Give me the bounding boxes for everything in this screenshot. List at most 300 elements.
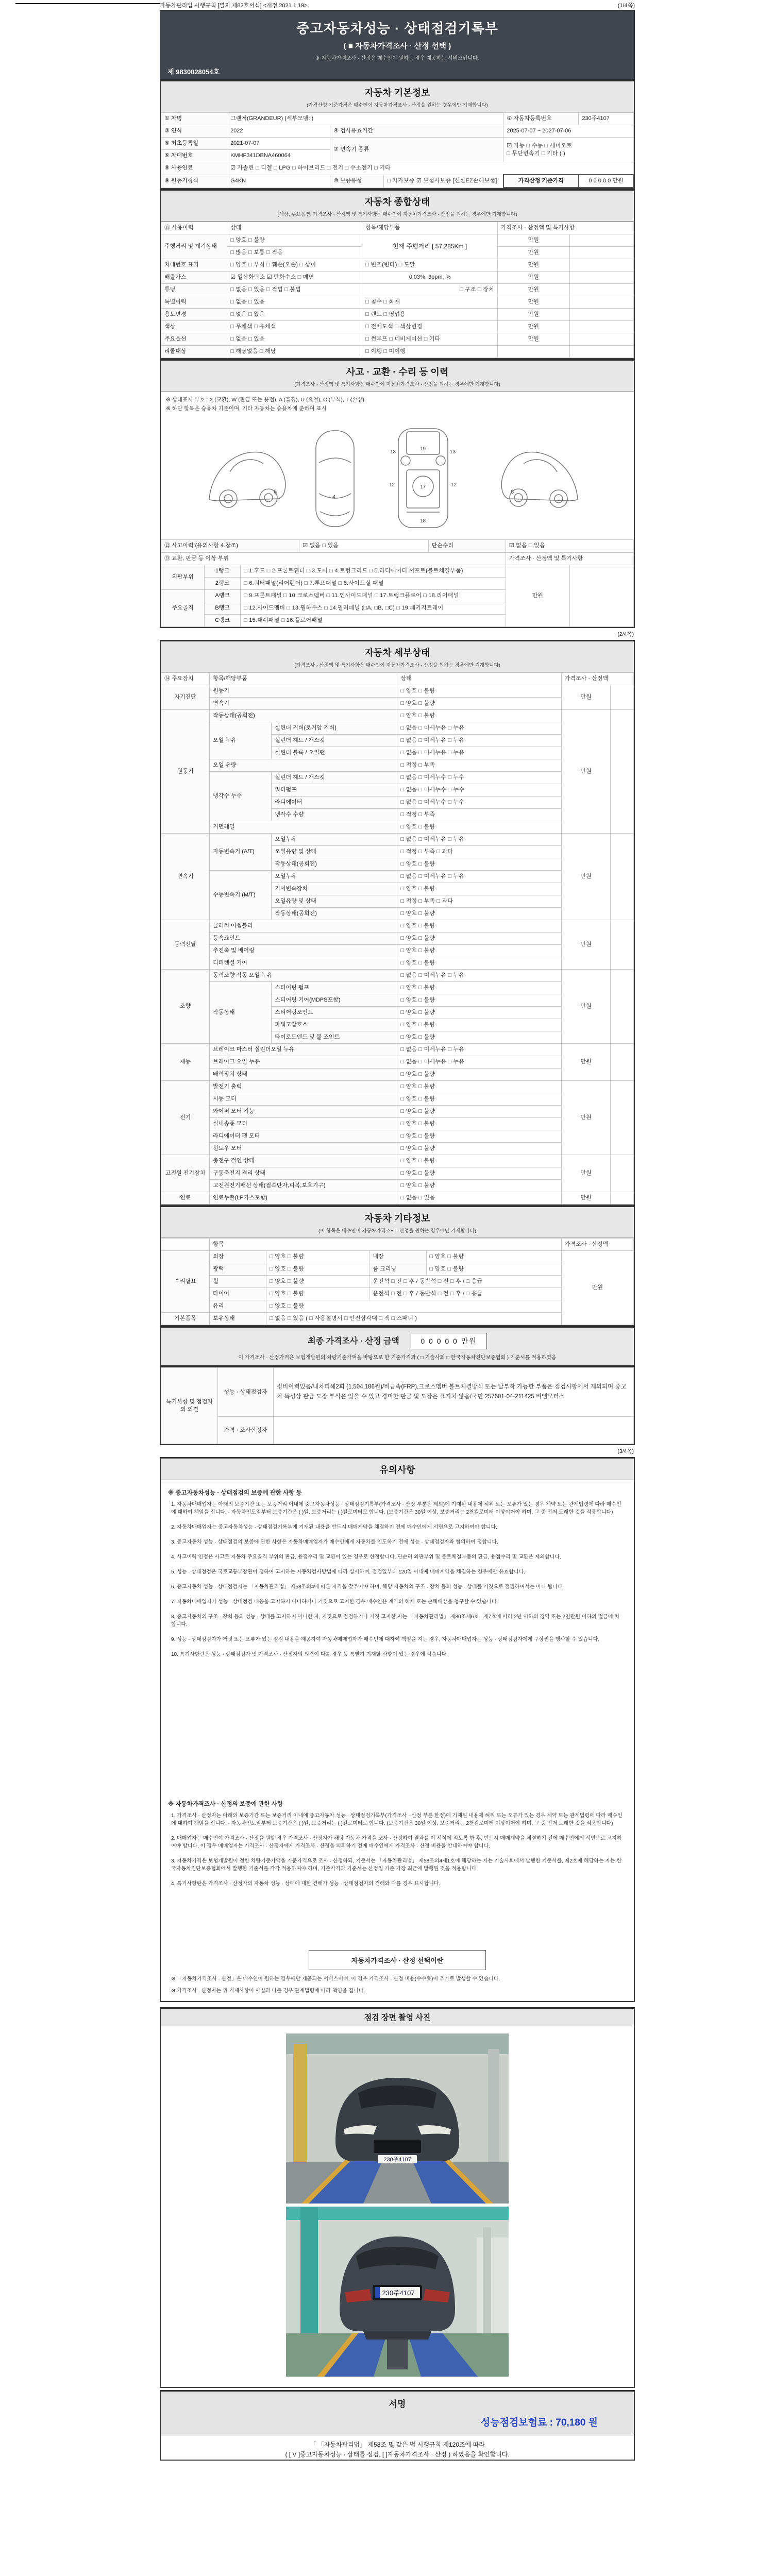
special-item: □ 침수 □ 화재 bbox=[362, 296, 497, 309]
detail-item-label: 라디에이터 bbox=[272, 796, 397, 809]
inspection-insurance-fee: 성능점검보험료 : 70,180 원 bbox=[480, 2417, 598, 2428]
room-cleaning-label: 룸 크리닝 bbox=[369, 1263, 426, 1276]
notice-box-note-1: ※ 「자동차가격조사 · 산정」은 매수인이 원하는 경우에만 제공되는 서비스이며, 이 경우 가격조사 · 산정 비용(수수료)이 추가로 발생할 수 있습니다. bbox=[171, 1976, 500, 1982]
detail-item-label: 오일유량 및 상태 bbox=[272, 895, 397, 908]
transmission-line1: ☑ 자동 □ 수동 □ 세미오토 bbox=[507, 142, 572, 149]
overall-col-price: 가격조사 · 산정액 및 특기사항 bbox=[497, 222, 633, 234]
accident-summary-table bbox=[161, 539, 634, 552]
simple-repair-label: 단순수리 bbox=[428, 540, 506, 552]
sub-group-label: 냉각수 누수 bbox=[210, 772, 272, 821]
main-frame-group: 주요골격 bbox=[161, 590, 205, 627]
usage-label: 용도변경 bbox=[161, 309, 227, 321]
detail-item-status: □ 양호 □ 불량 bbox=[397, 908, 561, 920]
notice-item: 8. 중고자동차의 구조 · 장치 등의 성능 · 상태를 고지하지 아니한 자, 거짓으로 점검하거나 거짓 고지한 자는 「자동차관리법」 제80조제6호 · 제7호에 따라 2년 이하의 징역 또는 2천만원 이하의 벌금에 처합니다. bbox=[171, 1614, 619, 1628]
vin-mark-label: 차대번호 표기 bbox=[161, 259, 227, 272]
etc-subtitle: (이 항목은 매수인이 자동차가격조사 · 산정을 원하는 경우에만 기재합니다) bbox=[318, 1228, 476, 1234]
row-vin-mark bbox=[161, 259, 634, 272]
room-cleaning-state: □ 양호 □ 불량 bbox=[426, 1263, 561, 1276]
emission-values: 0.03%, 3ppm, % bbox=[362, 272, 497, 284]
detail-item-label: 오일누유 bbox=[272, 871, 397, 883]
rank1-label: 1랭크 bbox=[205, 565, 241, 578]
detail-note bbox=[610, 1081, 633, 1155]
overall-col-state: 상태 bbox=[227, 222, 362, 234]
detail-row bbox=[161, 834, 634, 846]
emission-note bbox=[569, 272, 633, 284]
detail-item-status: □ 양호 □ 불량 bbox=[397, 1093, 561, 1106]
detail-note bbox=[610, 1192, 633, 1205]
detail-subtitle: (가격조사 · 산정액 및 특기사항은 매수인이 자동차가격조사 · 산정을 원하는 경우에만 기재합니다) bbox=[294, 663, 500, 668]
final-price-label: 최종 가격조사 · 산정 금액 bbox=[308, 1337, 399, 1346]
report-title: 중고자동차성능 · 상태점검기록부 bbox=[296, 21, 498, 36]
section-remarks bbox=[160, 1366, 635, 1445]
rank-c-items: □ 15.대쉬패널 □ 16.플로어패널 bbox=[241, 615, 506, 627]
detail-item-status: □ 양호 □ 불량 bbox=[397, 1143, 561, 1155]
detail-item-label: 스티어링조인트 bbox=[272, 1007, 397, 1019]
detail-item-label: 충전구 절연 상태 bbox=[210, 1155, 397, 1167]
detail-item-status: □ 양호 □ 불량 bbox=[397, 1081, 561, 1093]
detail-col-item: 항목/해당부품 bbox=[210, 673, 397, 685]
detail-item-label: 스티어링 펌프 bbox=[272, 982, 397, 994]
section-detail-state bbox=[160, 640, 635, 1206]
rank-b-items: □ 12.사이드멤버 □ 13.휠하우스 □ 14.필러패널 (□A, □B, □C) □ 19.패키지트레이 bbox=[241, 602, 506, 615]
engine-type-label: ⑨ 원동기형식 bbox=[161, 175, 227, 188]
options-label: 주요옵션 bbox=[161, 333, 227, 346]
final-price-value: 0 0 0 0 0 만원 bbox=[411, 1333, 486, 1349]
usage-item: □ 렌트 □ 영업용 bbox=[362, 309, 497, 321]
detail-item-status: □ 양호 □ 불량 bbox=[397, 1130, 561, 1143]
section-accident-history bbox=[160, 359, 635, 628]
detail-note bbox=[610, 1044, 633, 1081]
detail-row bbox=[161, 1081, 634, 1093]
section-photos bbox=[160, 2007, 635, 2388]
device-group-label: 연료 bbox=[161, 1192, 210, 1205]
accident-title: 사고 · 교환 · 수리 등 이력 bbox=[346, 367, 449, 377]
detail-item-label: 실내송풍 모터 bbox=[210, 1118, 397, 1130]
detail-item-status: □ 적정 □ 부족 bbox=[397, 759, 561, 772]
recall-item: □ 이행 □ 미이행 bbox=[362, 346, 497, 358]
section-notice bbox=[160, 1457, 635, 2002]
special-note bbox=[569, 296, 633, 309]
detail-item-label: 브레이크 마스터 실린더오일 누유 bbox=[210, 1044, 397, 1056]
detail-item-status: □ 양호 □ 불량 bbox=[397, 1069, 561, 1081]
etc-info-table bbox=[161, 1238, 634, 1325]
emission-label: 배출가스 bbox=[161, 272, 227, 284]
rank-c-label: C랭크 bbox=[205, 615, 241, 627]
detail-item-status: □ 양호 □ 불량 bbox=[397, 982, 561, 994]
detail-item-label: 실린더 커버(로커암 커버) bbox=[272, 722, 397, 735]
first-reg-label: ⑤ 최초등록일 bbox=[161, 138, 227, 150]
detail-item-status: □ 없음 □ 미세누유 □ 누유 bbox=[397, 735, 561, 747]
notice-item: 5. 성능 · 상태점검은 국토교통부장관이 정하여 고시하는 자동차검사방법에 따라 실시하며, 점검일부터 120일 이내에 매매계약을 체결하는 경우에만 유효합니다. bbox=[171, 1569, 525, 1575]
section-signature bbox=[160, 2390, 635, 2461]
usage-note bbox=[569, 309, 633, 321]
holding-state-value: □ 없음 □ 있음 ( □ 사용설명서 □ 안전삼각대 □ 잭 □ 스패너 ) bbox=[266, 1313, 562, 1325]
mileage-note-1 bbox=[569, 234, 633, 247]
overall-col-use: ⑪ 사용이력 bbox=[161, 222, 227, 234]
diagram-num-18: 18 bbox=[420, 518, 426, 524]
device-group-label: 동력전달 bbox=[161, 920, 210, 970]
appraiser-opinion bbox=[274, 1417, 634, 1444]
tuning-price: 만원 bbox=[497, 284, 569, 296]
overall-state-table bbox=[161, 222, 634, 358]
detail-item-label: 기어변속장치 bbox=[272, 883, 397, 895]
device-group-label: 원동기 bbox=[161, 710, 210, 834]
law-reference: 자동차관리법 시행규칙 [별지 제82호서식] <개정 2021.1.19> bbox=[160, 3, 308, 9]
panel-exchange-table bbox=[161, 552, 634, 627]
device-group-label: 변속기 bbox=[161, 834, 210, 920]
detail-item-status: □ 양호 □ 불량 bbox=[397, 821, 561, 834]
inspection-period-value: 2025-07-07 ~ 2027-07-06 bbox=[503, 125, 633, 138]
page-marker-3: (3/4쪽) bbox=[617, 1448, 634, 1454]
detail-item-status: □ 없음 □ 미세누수 □ 누수 bbox=[397, 772, 561, 784]
notice-head-1: ※ 중고자동차성능 · 상태점검의 보증에 관한 사항 등 bbox=[168, 1490, 302, 1496]
remarks-side-label: 특기사항 및 점검자의 의견 bbox=[161, 1368, 218, 1444]
top-rule bbox=[15, 3, 160, 4]
detail-item-status: □ 양호 □ 불량 bbox=[397, 920, 561, 933]
diagram-num-12b: 12 bbox=[451, 482, 457, 488]
detail-item-status: □ 양호 □ 불량 bbox=[397, 698, 561, 710]
rank1-items: □ 1.후드 □ 2.프론트휀더 □ 3.도어 □ 4.트렁크리드 □ 5.라디에이터 서포트(볼트체결부품) bbox=[241, 565, 506, 578]
detail-col-device: ⑭ 주요장치 bbox=[161, 673, 210, 685]
row-color bbox=[161, 321, 634, 333]
tire-state: □ 양호 □ 불량 bbox=[266, 1288, 369, 1300]
row-usage-change bbox=[161, 309, 634, 321]
detail-state-table bbox=[161, 672, 634, 1205]
appraiser-label: 가격 · 조사산정자 bbox=[218, 1417, 274, 1444]
detail-item-status: □ 양호 □ 불량 bbox=[397, 1155, 561, 1167]
detail-note bbox=[610, 970, 633, 1044]
accident-subtitle: (가격조사 · 산정액 및 특기사항은 매수인이 자동차가격조사 · 산정을 원하는 경우에만 기재합니다) bbox=[294, 382, 500, 387]
row-mileage bbox=[161, 234, 634, 247]
detail-item-label: 고전원전기배선 상태(접속단자,피복,보호기구) bbox=[210, 1180, 397, 1192]
device-group-label: 조향 bbox=[161, 970, 210, 1044]
vin-label: ⑥ 차대번호 bbox=[161, 150, 227, 162]
detail-item-label: 워터펌프 bbox=[272, 784, 397, 796]
etc-blank-header bbox=[161, 1239, 210, 1251]
diagram-num-13a: 13 bbox=[390, 449, 396, 455]
detail-item-label: 윈도우 모터 bbox=[210, 1143, 397, 1155]
vin-mark-note bbox=[569, 259, 633, 272]
notice-item: 4. 특기사항란은 가격조사 · 산정자의 자동차 성능 · 상태에 대한 견해가 성능 · 상태점검자의 견해와 다를 경우 표시합니다. bbox=[171, 1881, 441, 1887]
sub-group-label: 수동변속기 (M/T) bbox=[210, 871, 272, 920]
final-price-note: 이 가격조사 · 산정가격은 보험개발원의 차량기준가액을 바탕으로 한 기준가격과 ( □ 기술사회 □ 한국자동차진단보증협회 ) 기준서를 적용하였음 bbox=[238, 1355, 557, 1361]
rank-a-items: □ 9.프론트패널 □ 10.크로스멤버 □ 11.인사이드패널 □ 17.트렁크플로어 □ 18.리어패널 bbox=[241, 590, 506, 602]
detail-row bbox=[161, 1044, 634, 1056]
recall-note bbox=[569, 346, 633, 358]
interior-state: □ 양호 □ 불량 bbox=[426, 1251, 561, 1263]
rank-a-label: A랭크 bbox=[205, 590, 241, 602]
reg-no-label: ② 자동차등록번호 bbox=[503, 113, 579, 125]
special-price: 만원 bbox=[497, 296, 569, 309]
repair-row-1 bbox=[161, 1251, 634, 1263]
detail-item-status: □ 없음 □ 미세누유 □ 누유 bbox=[397, 1056, 561, 1069]
detail-col-state: 상태 bbox=[397, 673, 561, 685]
detail-item-label: 디퍼렌셜 기어 bbox=[210, 957, 397, 970]
detail-item-status: □ 적정 □ 부족 □ 과다 bbox=[397, 895, 561, 908]
sub-group-label: 자동변속기 (A/T) bbox=[210, 834, 272, 871]
wheel-state: □ 양호 □ 불량 bbox=[266, 1276, 369, 1288]
options-note bbox=[569, 333, 633, 346]
price-appraisal-info-box: 자동차가격조사 · 산정 선택이란 bbox=[309, 1950, 486, 1970]
color-price: 만원 bbox=[497, 321, 569, 333]
etc-col-price: 가격조사 · 산정액 bbox=[561, 1239, 633, 1251]
detail-item-label: 냉각수 수량 bbox=[272, 809, 397, 821]
detail-price: 만원 bbox=[561, 1192, 610, 1205]
color-label: 색상 bbox=[161, 321, 227, 333]
notice-title: 유의사항 bbox=[379, 1465, 415, 1475]
document-number: 제 9830028054호 bbox=[167, 68, 220, 76]
notice-item: 9. 성능 · 상태점검자가 거짓 또는 오류가 있는 점검 내용을 제공하여 자동차매매업자가 매수인에 대하여 책임을 지는 경우, 자동차매매업자는 성능 · 상태점검자에게 구상권을 행사할 수 있습니다. bbox=[171, 1637, 600, 1642]
detail-price: 만원 bbox=[561, 1081, 610, 1155]
sub-group-label: 작동상태 bbox=[210, 982, 272, 1044]
diagram-num-6-right: 6 bbox=[511, 489, 514, 495]
detail-item-status: □ 없음 □ 미세누유 □ 누유 bbox=[397, 871, 561, 883]
options-state: □ 없음 □ 있음 bbox=[227, 333, 362, 346]
vin-mark-item: □ 변조(변타) □ 도말 bbox=[362, 259, 497, 272]
detail-note bbox=[610, 710, 633, 834]
mileage-note-2 bbox=[569, 247, 633, 259]
rank2-items: □ 6.쿼터패널(리어휀더) □ 7.루프패널 □ 8.사이드실 패널 bbox=[241, 578, 506, 590]
fuel-value: ☑ 가솔린 □ 디젤 □ LPG □ 하이브리드 □ 전기 □ 수소전기 □ 기타 bbox=[227, 162, 633, 175]
detail-item-label: 등속죠인트 bbox=[210, 933, 397, 945]
basic-items-label: 기본품목 bbox=[161, 1313, 210, 1325]
vin-mark-price: 만원 bbox=[497, 259, 569, 272]
confirm-line-2: ( [ V ]중고자동차성능 · 상태를 점검, [ ]자동차가격조사 · 산정 ) 하였음을 확인합니다. bbox=[285, 2451, 510, 2458]
detail-price: 만원 bbox=[561, 970, 610, 1044]
car-outline-diagram bbox=[201, 416, 593, 534]
front-plate-text: 230주4107 bbox=[383, 2157, 411, 2163]
year-value: 2022 bbox=[227, 125, 330, 138]
accident-history-value: ☑ 없음 □ 있음 bbox=[299, 540, 428, 552]
detail-item-label: 연료누출(LP가스포함) bbox=[210, 1192, 397, 1205]
color-state: □ 무채색 □ 유채색 bbox=[227, 321, 362, 333]
device-group-label: 자기진단 bbox=[161, 685, 210, 710]
row-special-history bbox=[161, 296, 634, 309]
detail-item-status: □ 양호 □ 불량 bbox=[397, 1019, 561, 1031]
basic-info-table bbox=[161, 112, 634, 188]
detail-item-label: 오일 유량 bbox=[210, 759, 397, 772]
wheel-label: 휠 bbox=[210, 1276, 266, 1288]
sub-group-label: 오일 누유 bbox=[210, 722, 272, 759]
detail-item-label: 작동상태(공회전) bbox=[210, 710, 397, 722]
confirm-line-1: 「 「자동차관리법」 제58조 및 같은 법 시행규칙 제120조에 따라 bbox=[310, 2441, 485, 2448]
year-label: ③ 연식 bbox=[161, 125, 227, 138]
etc-price: 만원 bbox=[561, 1251, 633, 1325]
section-overall-state bbox=[160, 189, 635, 359]
detail-price: 만원 bbox=[561, 710, 610, 834]
special-label: 특별이력 bbox=[161, 296, 227, 309]
mileage-label: 주행거리 및 계기상태 bbox=[161, 234, 227, 259]
exterior-state: □ 양호 □ 불량 bbox=[266, 1251, 369, 1263]
notice-item: 1. 자동차매매업자는 아래의 보증기간 또는 보증거리 이내에 중고자동차성능 · 상태점검기록부(가격조사 · 산정 부분은 제외)에 기재된 내용에 허위 또는 오류가 있는 경우 계약 또는 관계법령에 따라 매수인에 대하여 책임을 집니다. · 자동차인도일부터 보증기간은 ( )일, 보증거리는 ( )킬로미터로 합니다. (보증기간은 30일 이상, 보증거리는 2천킬로미터 이상이어야 하며, 그 중 먼저 도래한 것을 적용합니다) bbox=[171, 1502, 621, 1515]
notice-item: 7. 자동차매매업자가 성능 · 상태점검 내용을 고지하지 아니하거나 거짓으로 고지한 경우 매수인은 계약의 해제 또는 손해배상을 청구할 수 있습니다. bbox=[171, 1599, 498, 1605]
detail-item-status: □ 양호 □ 불량 bbox=[397, 994, 561, 1007]
state-code-legend: ※ 상태표시 부호 : X (교환), W (판금 또는 용접), A (흠집), U (요철), C (부식), T (손상) bbox=[166, 397, 364, 403]
detail-item-status: □ 양호 □ 불량 bbox=[397, 945, 561, 957]
etc-col-item: 항목 bbox=[210, 1239, 562, 1251]
detail-item-label: 작동상태(공회전) bbox=[272, 858, 397, 871]
vin-value: KMHF341DBNA460064 bbox=[227, 150, 330, 162]
remarks-appraiser-row bbox=[161, 1417, 634, 1444]
detail-row bbox=[161, 685, 634, 698]
interior-label: 내장 bbox=[369, 1251, 426, 1263]
detail-item-status: □ 없음 □ 있음 bbox=[397, 1192, 561, 1205]
tuning-label: 튜닝 bbox=[161, 284, 227, 296]
diagram-num-19: 19 bbox=[420, 446, 426, 452]
tuning-state: □ 없음 □ 있음 □ 적법 □ 불법 bbox=[227, 284, 362, 296]
options-item: □ 썬루프 □ 네비게이션 □ 기타 bbox=[362, 333, 497, 346]
detail-item-label: 변속기 bbox=[210, 698, 397, 710]
detail-item-label: 실린더 헤드 / 개스킷 bbox=[272, 735, 397, 747]
detail-price: 만원 bbox=[561, 685, 610, 710]
notice-item: 10. 특기사항란은 성능 · 상태점검자 및 가격조사 · 산정자의 의견이 다를 경우 등 특별히 기재할 사항이 있는 경우에 적습니다. bbox=[171, 1652, 448, 1657]
detail-item-status: □ 없음 □ 미세누유 □ 누유 bbox=[397, 722, 561, 735]
notice-item: 2. 자동차매매업자는 중고자동차성능 · 상태점검기록부에 기재된 내용을 반드시 매매계약을 체결하기 전에 매수인에게 서면으로 고지하여야 합니다. bbox=[171, 1524, 497, 1530]
detail-item-status: □ 양호 □ 불량 bbox=[397, 1180, 561, 1192]
car-name-value: 그랜저(GRANDEUR) (세부모델: ) bbox=[227, 113, 503, 125]
accident-history-label: ⑫ 사고이력 (유의사항 4.참조) bbox=[161, 540, 299, 552]
fuel-label: ⑧ 사용연료 bbox=[161, 162, 227, 175]
report-subtitle: ( ■ 자동차가격조사 · 산정 선택 ) bbox=[343, 42, 451, 50]
detail-item-label: 배력장치 상태 bbox=[210, 1069, 397, 1081]
inspector-label: 성능 · 상태점검자 bbox=[218, 1368, 274, 1417]
detail-item-label: 발전기 출력 bbox=[210, 1081, 397, 1093]
row-options bbox=[161, 333, 634, 346]
inspector-opinion: 정비이력있음/내차피해2회 (1,504,186원)/비금속(FRP),크로스멤버 볼트체결방식 또는 탈부착 가능한 부품은 점검사항에서 제외되며 중고차 특성상 판금 도장 부식은 있을 수 있고 경미한 판금 및 도장은 표기치 않음/국민 257601-04-211425 비엠모터스 bbox=[274, 1368, 634, 1417]
vin-mark-state: □ 양호 □ 부식 □ 훼손(오손) □ 상이 bbox=[227, 259, 362, 272]
first-reg-value: 2021-07-07 bbox=[227, 138, 330, 150]
notice-item: 1. 가격조사 · 산정자는 아래의 보증기간 또는 보증거리 이내에 중고자동차 성능 · 상태점검기록부(가격조사 · 산정 부분 한정)에 기재된 내용에 허위 또는 오류가 있는 경우 계약 또는 관계법령에 따라 매수인에 대하여 책임을 집니다. · 자동차인도일부터 보증기간은 ( )일, 보증거리는 ( )킬로미터로 합니다. (보증기간은 30일 이상, 보증거리는 2천킬로미터 이상이어야 하며, 그 중 먼저 도래한 것을 적용합니다) bbox=[171, 1813, 623, 1826]
remarks-table bbox=[161, 1367, 634, 1444]
detail-item-status: □ 양호 □ 불량 bbox=[397, 858, 561, 871]
detail-item-status: □ 없음 □ 미세누유 □ 누유 bbox=[397, 747, 561, 759]
detail-item-label: 실린더 헤드 / 개스킷 bbox=[272, 772, 397, 784]
row-recall bbox=[161, 346, 634, 358]
report-header bbox=[160, 10, 635, 80]
detail-title: 자동차 세부상태 bbox=[364, 648, 430, 658]
overall-col-item: 항목/해당부품 bbox=[362, 222, 497, 234]
detail-note bbox=[610, 1155, 633, 1192]
warranty-value: □ 자가보증 ☑ 보험사보증 [신한EZ손해보험] bbox=[384, 175, 503, 188]
options-price: 만원 bbox=[497, 333, 569, 346]
detail-price: 만원 bbox=[561, 920, 610, 970]
polish-label: 광택 bbox=[210, 1263, 266, 1276]
detail-price: 만원 bbox=[561, 1044, 610, 1081]
diagram-num-13b: 13 bbox=[450, 449, 456, 455]
page-marker-2: (2/4쪽) bbox=[617, 631, 634, 637]
detail-item-label: 작동상태(공회전) bbox=[272, 908, 397, 920]
glass-state: □ 양호 □ 불량 bbox=[266, 1300, 562, 1313]
etc-title: 자동차 기타정보 bbox=[364, 1213, 430, 1224]
detail-item-label: 추진축 및 베어링 bbox=[210, 945, 397, 957]
notice-item: 2. 매매업자는 매수인이 가격조사 · 산정을 원할 경우 가격조사 · 산정자가 해당 자동차 가격을 조사 · 산정하여 결과를 이 서식에 적도록 한 후, 반드시 매매계약을 체결하기 전에 매수인에게 서면으로 고지하여야 합니다. 이 경우 매매업자는 가격조사 · 산정자에게 가격조사 · 산정을 의뢰하기 전에 매수인에게 가격조사 · 산정 비용을 안내하여야 합니다. bbox=[171, 1836, 622, 1849]
detail-item-label: 동력조향 작동 오일 누유 bbox=[210, 970, 397, 982]
detail-item-status: □ 적정 □ 부족 □ 과다 bbox=[397, 846, 561, 858]
overall-subtitle: (색상, 주요옵션, 가격조사 · 산정액 및 특기사항은 매수인이 자동차가격조사 · 산정을 원하는 경우에만 기재합니다) bbox=[277, 212, 517, 217]
detail-item-label: 파워고압호스 bbox=[272, 1019, 397, 1031]
notice-item: 3. 중고자동차 성능 · 상태점검의 보증에 관한 사항은 자동차매매업자가 매수인에게 자동차를 인도하기 전에 성능 · 상태점검자와 협의하여 정합니다. bbox=[171, 1539, 498, 1545]
detail-item-status: □ 양호 □ 불량 bbox=[397, 1167, 561, 1180]
detail-item-status: □ 없음 □ 미세누유 □ 누유 bbox=[397, 970, 561, 982]
detail-note bbox=[610, 920, 633, 970]
rank2-label: 2랭크 bbox=[205, 578, 241, 590]
detail-row bbox=[161, 1155, 634, 1167]
glass-label: 유리 bbox=[210, 1300, 266, 1313]
tuning-item: □ 구조 □ 장치 bbox=[362, 284, 497, 296]
tire-positions: 운전석 □ 전 □ 후 / 동반석 □ 전 □ 후 / □ 응급 bbox=[369, 1288, 561, 1300]
row-emission bbox=[161, 272, 634, 284]
detail-item-status: □ 없음 □ 미세누수 □ 누수 bbox=[397, 796, 561, 809]
special-state: □ 없음 □ 있음 bbox=[227, 296, 362, 309]
detail-item-label: 원동기 bbox=[210, 685, 397, 698]
detail-item-label: 실린더 블록 / 오일팬 bbox=[272, 747, 397, 759]
repair-needed-label: 수리필요 bbox=[161, 1251, 210, 1313]
mileage-state-1: □ 양호 □ 불량 bbox=[227, 234, 362, 247]
detail-row bbox=[161, 1192, 634, 1205]
diagram-num-12a: 12 bbox=[389, 482, 395, 488]
detail-item-status: □ 양호 □ 불량 bbox=[397, 957, 561, 970]
inspection-photo-front bbox=[286, 2033, 509, 2204]
emission-state: ☑ 일산화탄소 ☑ 탄화수소 □ 매연 bbox=[227, 272, 362, 284]
notice-head-2: ※ 자동차가격조사 · 산정의 보증에 관한 사항 bbox=[168, 1801, 283, 1807]
mileage-price-2: 만원 bbox=[497, 247, 569, 259]
outer-panel-group: 외판부위 bbox=[161, 565, 205, 590]
inspection-photo-rear bbox=[286, 2207, 509, 2377]
vehicle-diagrams bbox=[161, 414, 634, 539]
detail-item-label: 라디에이터 팬 모터 bbox=[210, 1130, 397, 1143]
exterior-label: 외장 bbox=[210, 1251, 266, 1263]
detail-item-label: 오일누유 bbox=[272, 834, 397, 846]
recall-state: □ 해당없음 □ 해당 bbox=[227, 346, 362, 358]
detail-price: 만원 bbox=[561, 834, 610, 920]
section-etc-info bbox=[160, 1206, 635, 1326]
rear-plate-text: 230주4107 bbox=[382, 2289, 415, 2297]
detail-price: 만원 bbox=[561, 1155, 610, 1192]
inspection-period-label: ④ 검사유효기간 bbox=[330, 125, 503, 138]
recall-label: 리콜대상 bbox=[161, 346, 227, 358]
service-note: ※ 자동차가격조사 · 산정은 매수인이 원하는 경우 제공하는 서비스입니다. bbox=[315, 56, 479, 61]
detail-item-label: 타이로드엔드 및 볼 조인트 bbox=[272, 1031, 397, 1044]
photos-title: 점검 장면 촬영 사진 bbox=[364, 2013, 431, 2022]
detail-item-status: □ 양호 □ 불량 bbox=[397, 1106, 561, 1118]
exchange-header: ⑬ 교환, 판금 등 이상 부위 bbox=[161, 553, 506, 565]
remarks-inspector-row bbox=[161, 1368, 634, 1417]
transmission-label: ⑦ 변속기 종류 bbox=[330, 138, 503, 162]
detail-item-status: □ 양호 □ 불량 bbox=[397, 933, 561, 945]
exchange-price: 만원 bbox=[506, 565, 569, 627]
usage-state: □ 없음 □ 있음 bbox=[227, 309, 362, 321]
detail-row bbox=[161, 920, 634, 933]
device-group-label: 제동 bbox=[161, 1044, 210, 1081]
detail-item-label: 브레이크 오일 누유 bbox=[210, 1056, 397, 1069]
wheel-positions: 운전석 □ 전 □ 후 / 동반석 □ 전 □ 후 / □ 응급 bbox=[369, 1276, 561, 1288]
detail-note bbox=[610, 834, 633, 920]
detail-item-status: □ 양호 □ 불량 bbox=[397, 710, 561, 722]
mileage-state-2: □ 많음 □ 보통 □ 적음 bbox=[227, 247, 362, 259]
reg-no-value: 230주4107 bbox=[579, 113, 633, 125]
detail-item-label: 시동 모터 bbox=[210, 1093, 397, 1106]
detail-col-price: 가격조사 · 산정액 bbox=[561, 673, 633, 685]
recall-price bbox=[497, 346, 569, 358]
section-basic-info bbox=[160, 80, 635, 189]
tuning-note bbox=[569, 284, 633, 296]
notice-item: 4. 사고이력 인정은 사고로 자동차 주요골격 부위의 판금, 용접수리 및 교환이 있는 경우로 한정합니다. 단순히 외판부위 및 볼트체결부품의 판금, 용접수리 및 교환은 제외합니다. bbox=[171, 1554, 561, 1560]
base-price-value: 0 0 0 0 0 만원 bbox=[579, 175, 633, 188]
detail-item-status: □ 양호 □ 불량 bbox=[397, 883, 561, 895]
detail-item-status: □ 양호 □ 불량 bbox=[397, 1118, 561, 1130]
detail-item-status: □ 없음 □ 미세누유 □ 누유 bbox=[397, 1044, 561, 1056]
transmission-line2: □ 무단변속기 □ 기타 ( ) bbox=[507, 150, 565, 157]
